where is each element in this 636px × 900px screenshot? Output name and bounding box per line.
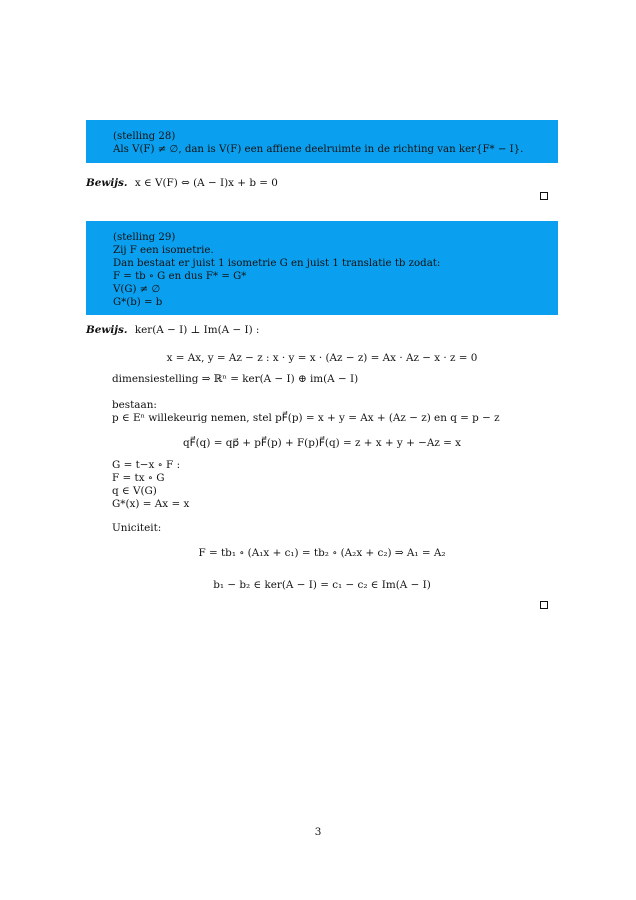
theorem-29-line: G*(b) = b — [113, 297, 163, 308]
proof-28-label: Bewijs. — [86, 177, 128, 189]
page-number: 3 — [314, 826, 322, 838]
proof-29 — [86, 324, 259, 336]
equation-1: x = Ax, y = Az − z : x · y = x · (Az − z) = Ax · Az − x · z = 0 — [166, 352, 478, 364]
proof-28-content: x ∈ V(F) ⇔ (A − I)x + b = 0 — [134, 177, 278, 189]
proof-line: G = t−x ∘ F : — [112, 459, 181, 471]
qed-square-icon — [540, 601, 548, 609]
equation-2: qF⃗(q) = qp⃗ + pF⃗(p) + F(p)F⃗(q) = z + x + y + −Az = x — [183, 437, 461, 449]
equation-3: F = tb₁ ∘ (A₁x + c₁) = tb₂ ∘ (A₂x + c₂) ⇒ A₁ = A₂ — [198, 547, 446, 559]
existence-line: p ∈ Eⁿ willekeurig nemen, stel pF⃗(p) = x + y = Ax + (Az − z) en q = p − z — [112, 412, 500, 424]
qed-square-icon — [540, 192, 548, 200]
theorem-29-line: V(G) ≠ ∅ — [113, 284, 161, 295]
theorem-28-statement: Als V(F) ≠ ∅, dan is V(F) een affiene deelruimte in de richting van ker{F* − I}. — [113, 144, 524, 155]
proof-line: q ∈ V(G) — [112, 485, 157, 497]
dimension-theorem-line: dimensiestelling ⇒ ℝⁿ = ker(A − I) ⊕ im(A − I) — [112, 373, 359, 385]
proof-29-label: Bewijs. — [86, 324, 128, 336]
theorem-29-line: F = tb ∘ G en dus F* = G* — [113, 271, 247, 282]
proof-line: G*(x) = Ax = x — [112, 498, 190, 510]
proof-28 — [86, 177, 278, 189]
theorem-28-box — [86, 120, 558, 163]
theorem-29-label: (stelling 29) — [113, 232, 176, 243]
uniqueness-label: Uniciteit: — [112, 522, 162, 534]
theorem-29-line: Dan bestaat er juist 1 isometrie G en juist 1 translatie tb zodat: — [113, 258, 441, 269]
proof-line: F = tx ∘ G — [112, 472, 165, 484]
proof-29-head: ker(A − I) ⊥ Im(A − I) : — [134, 324, 260, 336]
theorem-28-label: (stelling 28) — [113, 131, 176, 142]
theorem-29-box — [86, 221, 558, 315]
equation-4: b₁ − b₂ ∈ ker(A − I) = c₁ − c₂ ∈ Im(A − I) — [213, 579, 431, 591]
theorem-29-line: Zij F een isometrie. — [113, 245, 214, 256]
existence-label: bestaan: — [112, 399, 157, 411]
